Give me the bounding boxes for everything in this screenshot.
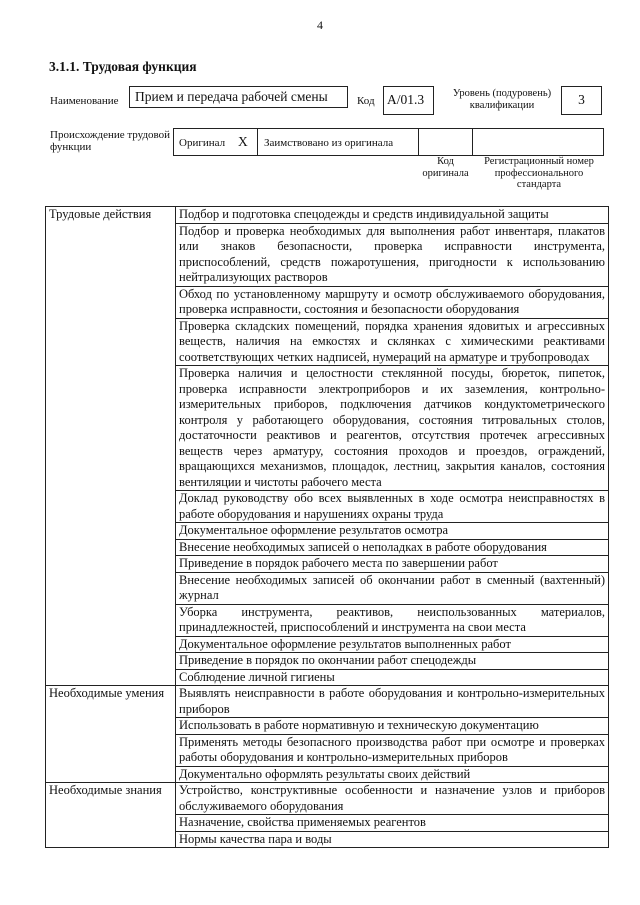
table-cell: Применять методы безопасного производства работ при осмотре и проверках работы оборудования и контрольно-измерительных приборов [176,734,609,766]
category-cell: Необходимые умения [46,686,176,783]
name-value-box [129,86,348,108]
table-cell: Обход по установленному маршруту и осмотр обслуживаемого оборудования, проверка исправности, состояния и безопасности оборудования [176,286,609,318]
borrowed-label: Заимствовано из оригинала [264,137,394,149]
section-title: 3.1.1. Трудовая функция [49,59,197,74]
table-row [46,207,609,224]
table-cell: Приведение в порядок рабочего места по завершении работ [176,556,609,573]
name-label: Наименование [50,95,119,107]
code-value-box [383,86,434,115]
reg-number-box [472,128,604,156]
table-cell: Проверка наличия и целостности стеклянной посуды, бюреток, пипеток, проверка исправности электроприборов и их заземления, контрольно-измерительных приборов, подключения датчиков кондуктометрического контроля у работающего оборудования, состояния титровальных столов, достаточности реактивов и реагентов, отсутствия протечек агрессивных веществ через арматуру, состояния проходов и проездов, ограждений, вращающихся механизмов, площадок, лестниц, закрытия каналов, состояния вентиляции и чистоты рабочего места [176,366,609,491]
level-label: Уровень (подуровень) квалификации [452,88,552,111]
original-code-box [418,128,473,156]
reg-caption: Регистрационный номер профессионального стандарта [484,156,594,190]
table-cell: Соблюдение личной гигиены [176,669,609,686]
original-label: Оригинал [179,137,226,149]
category-cell: Трудовые действия [46,207,176,686]
level-value-box [561,86,602,115]
code-caption: Код оригинала [422,156,469,179]
page-number: 4 [317,18,323,32]
table-cell: Документальное оформление результатов выполненных работ [176,636,609,653]
table-cell: Проверка складских помещений, порядка хранения ядовитых и агрессивных веществ, наличия на емкостях и склянках с химическими реактивами соответствующих четких надписей, нумераций на арматуре и трубопроводах [176,318,609,366]
name-value: Прием и передача рабочей смены [135,89,328,104]
table-cell: Выявлять неисправности в работе оборудования и контрольно-измерительных приборов [176,686,609,718]
function-table [45,206,609,848]
table-cell: Приведение в порядок по окончании работ спецодежды [176,653,609,670]
level-value: 3 [578,92,585,107]
table-row [46,686,609,718]
borrowed-box [257,128,419,156]
table-cell: Доклад руководству обо всех выявленных в ходе осмотра неисправностях в работе оборудования и нарушениях охраны труда [176,491,609,523]
category-cell: Необходимые знания [46,783,176,848]
original-mark: X [238,134,248,149]
table-cell: Назначение, свойства применяемых реагентов [176,815,609,832]
original-box [173,128,258,156]
table-cell: Документальное оформление результатов осмотра [176,523,609,540]
table-row [46,783,609,815]
table-cell: Внесение необходимых записей об окончании работ в сменный (вахтенный) журнал [176,572,609,604]
origin-label: Происхождение трудовой функции [50,129,171,153]
code-value: A/01.3 [387,92,425,107]
table-cell: Внесение необходимых записей о неполадках в работе оборудования [176,539,609,556]
table-cell: Устройство, конструктивные особенности и назначение узлов и приборов обслуживаемого оборудования [176,783,609,815]
table-cell: Подбор и подготовка спецодежды и средств индивидуальной защиты [176,207,609,224]
table-cell: Подбор и проверка необходимых для выполнения работ инвентаря, плакатов или знаков безопасности, проверка исправности инструмента, приспособлений, средств пожаротушения, пригодности к использованию нейтрализующих растворов [176,223,609,286]
table-cell: Использовать в работе нормативную и техническую документацию [176,718,609,735]
table-cell: Нормы качества пара и воды [176,831,609,848]
code-label: Код [357,95,375,107]
table-cell: Документально оформлять результаты своих действий [176,766,609,783]
table-cell: Уборка инструмента, реактивов, неиспользованных материалов, принадлежностей, приспособлений и инструмента на свои места [176,604,609,636]
